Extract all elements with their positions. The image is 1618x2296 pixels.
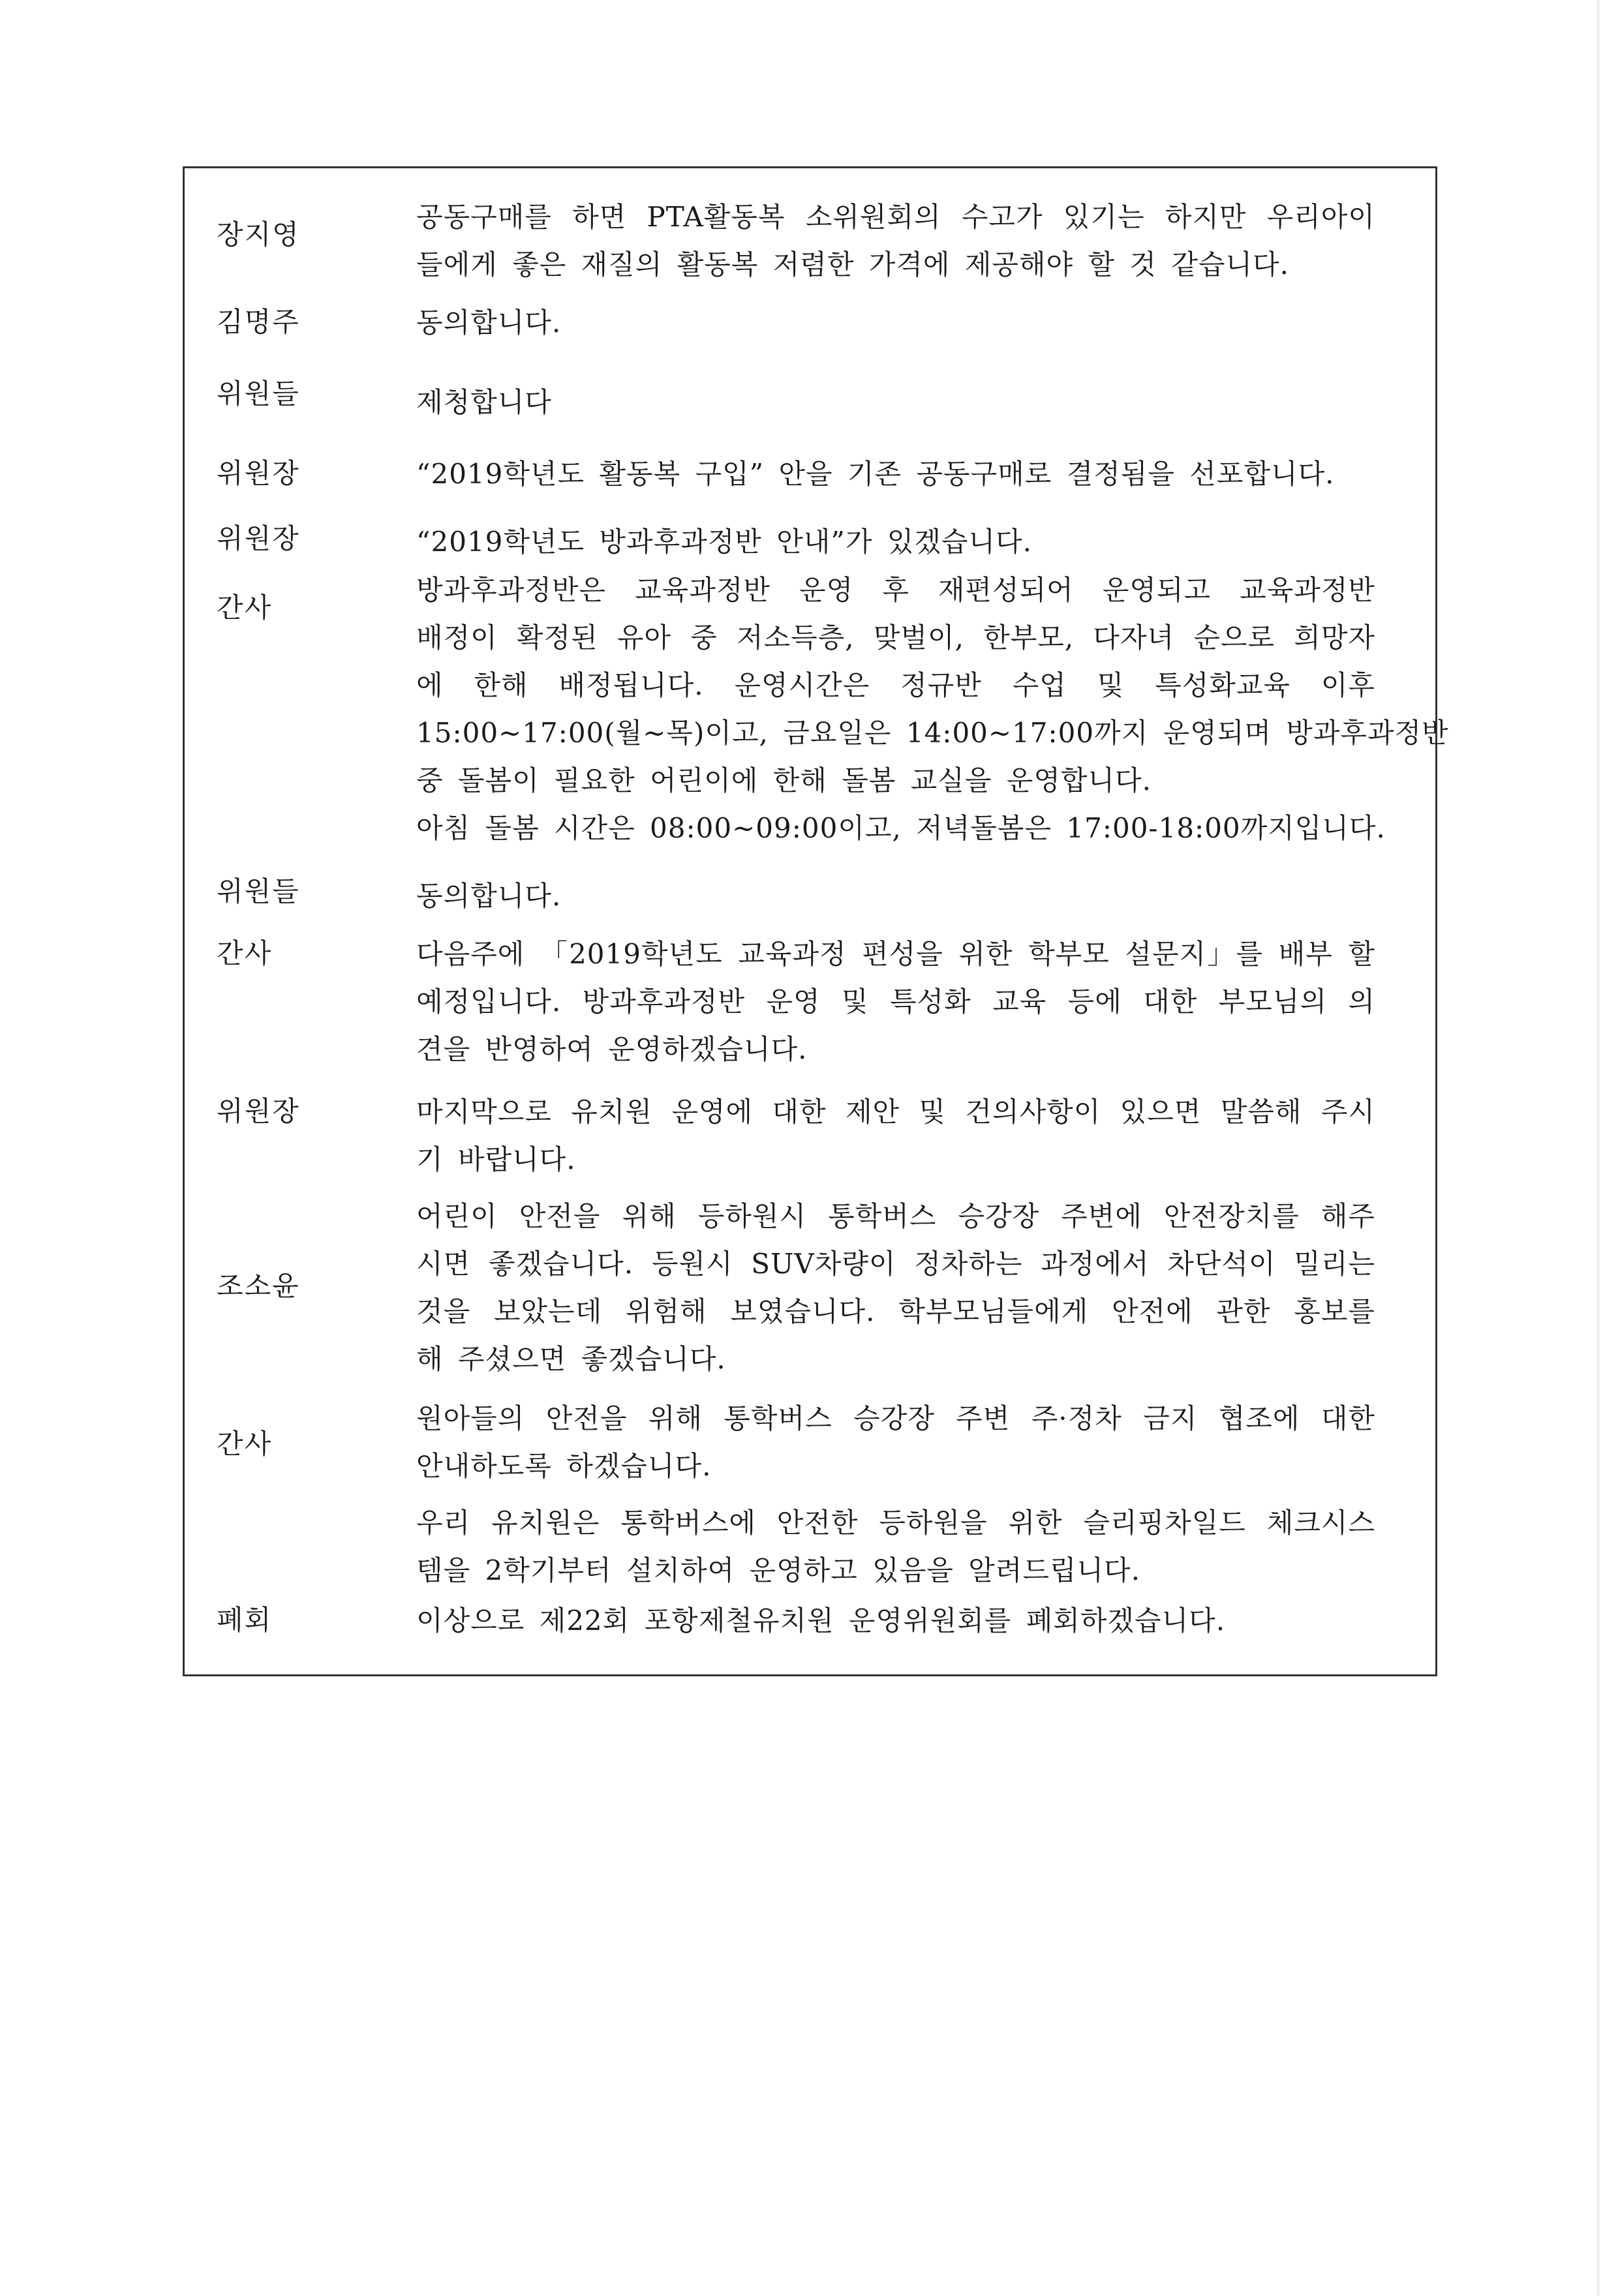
speaker-name: 위원장: [217, 1095, 300, 1127]
speech-line: 중 돌봄이 필요한 어린이에 한해 돌봄 교실을 운영합니다.: [416, 764, 1152, 796]
speech-line: 방과후과정반은 교육과정반 운영 후 재편성되어 운영되고 교육과정반: [416, 574, 1375, 606]
speech-line: 공동구매를 하면 PTA활동복 소위원회의 수고가 있기는 하지만 우리아이: [416, 201, 1375, 233]
speech-text: [416, 1597, 1375, 1644]
speech-line: 동의합니다.: [416, 307, 562, 339]
speaker-name: 위원들: [217, 875, 300, 907]
speaker-name: 위원장: [217, 522, 300, 554]
speech-line: 동의합니다.: [416, 880, 562, 912]
speech-line: 해 주셨으면 좋겠습니다.: [416, 1343, 726, 1375]
speech-text: [416, 1395, 1375, 1490]
speech-text: [416, 518, 1375, 566]
speech-line: 시면 좋겠습니다. 등원시 SUV차량이 정차하는 과정에서 차단석이 밀리는: [416, 1248, 1375, 1280]
speaker-name: 위원들: [217, 378, 300, 410]
speech-line: 것을 보았는데 위험해 보였습니다. 학부모님들에게 안전에 관한 홍보를: [416, 1295, 1375, 1327]
speaker-name: 폐회: [217, 1604, 273, 1636]
speaker-name: 조소윤: [217, 1270, 300, 1302]
speech-text: [416, 193, 1375, 288]
speech-text: [416, 1192, 1375, 1383]
speech-line: 예정입니다. 방과후과정반 운영 및 특성화 교육 등에 대한 부모님의 의: [416, 986, 1375, 1018]
speech-line: 템을 2학기부터 설치하여 운영하고 있음을 알려드립니다.: [416, 1554, 1140, 1586]
speech-line: 원아들의 안전을 위해 통학버스 승강장 주변 주·정차 금지 협조에 대한: [416, 1402, 1375, 1434]
speech-line: 배정이 확정된 유아 중 저소득층, 맞벌이, 한부모, 다자녀 순으로 희망자: [416, 622, 1375, 654]
speech-text: [416, 930, 1375, 1073]
speaker-name: 간사: [217, 592, 273, 624]
speech-line: “2019학년도 활동복 구입” 안을 기존 공동구매로 결정됨을 선포합니다.: [416, 458, 1335, 490]
meeting-minutes-table: [183, 166, 1449, 1676]
speaker-name: 간사: [217, 937, 273, 969]
speaker-name: 김명주: [217, 306, 300, 338]
speech-text: [416, 1088, 1375, 1183]
speech-text: [416, 378, 1375, 426]
speech-text: [416, 1499, 1375, 1594]
scan-edge-shadow: [1597, 0, 1600, 2296]
speech-line: 안내하도록 하겠습니다.: [416, 1450, 712, 1482]
speech-line: 견을 반영하여 운영하겠습니다.: [416, 1033, 808, 1065]
speech-line: 15:00~17:00(월~목)이고, 금요일은 14:00~17:00까지 운영되며 방과후과정반: [416, 717, 1449, 749]
speech-text: [416, 872, 1375, 920]
speech-text: [416, 299, 1375, 346]
speech-line: 기 바랍니다.: [416, 1143, 576, 1175]
speech-line: 마지막으로 유치원 운영에 대한 제안 및 건의사항이 있으면 말씀해 주시: [416, 1096, 1375, 1128]
speech-line: 어린이 안전을 위해 등하원시 통학버스 승강장 주변에 안전장치를 해주: [416, 1200, 1375, 1232]
speech-line: 우리 유치원은 통학버스에 안전한 등하원을 위한 슬리핑차일드 체크시스: [416, 1507, 1375, 1539]
speech-text: [416, 450, 1375, 498]
speech-line: “2019학년도 방과후과정반 안내”가 있겠습니다.: [416, 526, 1032, 558]
speech-line: 다음주에 「2019학년도 교육과정 편성을 위한 학부모 설문지」를 배부 할: [416, 938, 1375, 970]
speaker-name: 간사: [217, 1428, 273, 1460]
speech-line: 제청합니다: [416, 386, 552, 418]
speech-text: [416, 566, 1449, 852]
speaker-name: 위원장: [217, 457, 300, 489]
speech-line: 들에게 좋은 재질의 활동복 저렴한 가격에 제공해야 할 것 같습니다.: [416, 249, 1289, 280]
speaker-name: 장지영: [217, 219, 300, 250]
speech-line: 아침 돌봄 시간은 08:00~09:00이고, 저녁돌봄은 17:00-18:00까지입니다.: [416, 812, 1386, 844]
speech-line: 에 한해 배정됩니다. 운영시간은 정규반 수업 및 특성화교육 이후: [416, 669, 1375, 701]
speech-line: 이상으로 제22회 포항제철유치원 운영위원회를 폐회하겠습니다.: [416, 1605, 1226, 1637]
